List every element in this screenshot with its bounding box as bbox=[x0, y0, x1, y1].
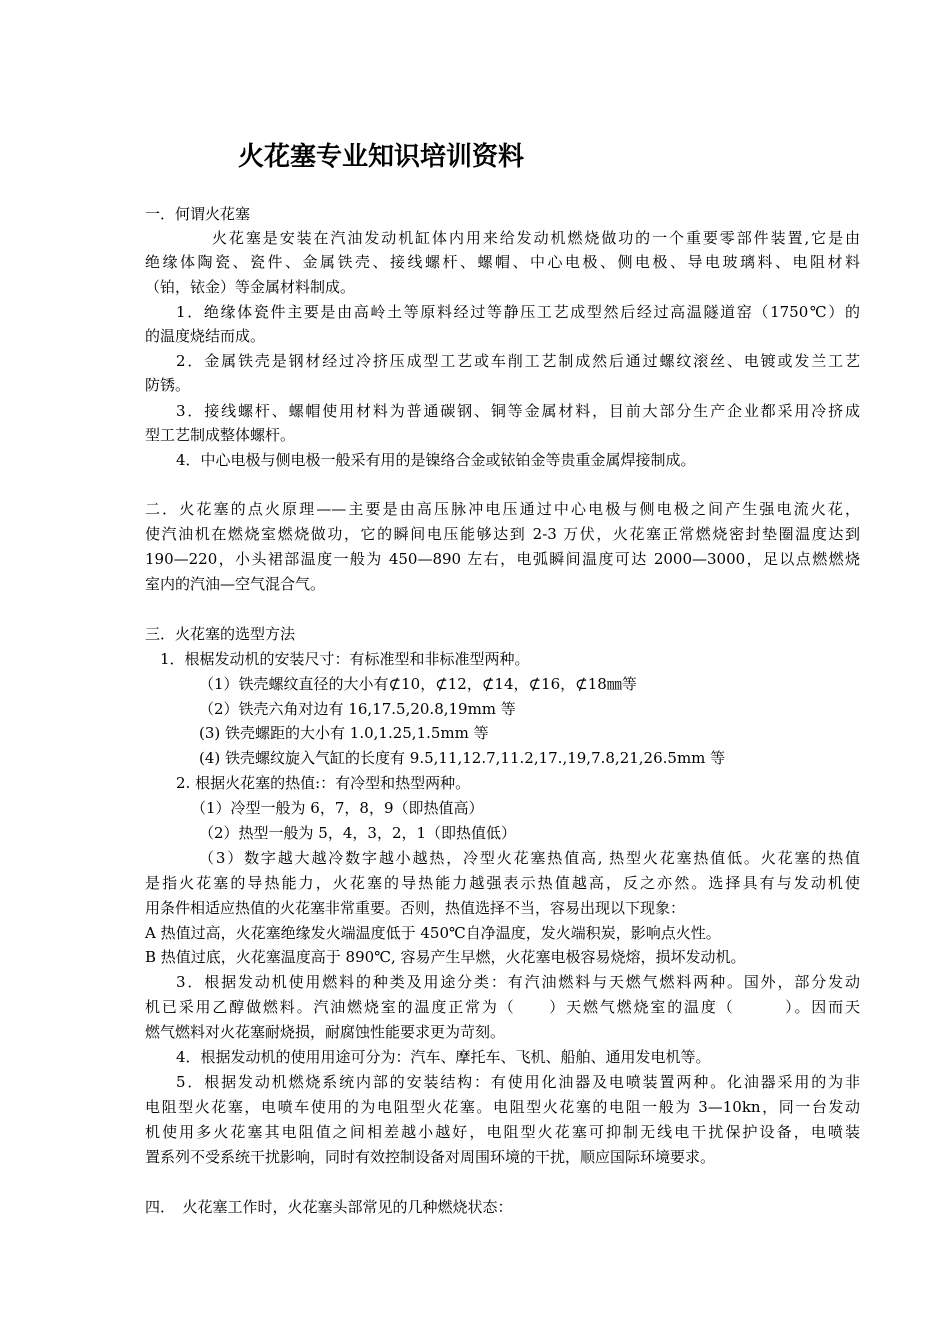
page-title: 火花塞专业知识培训资料 bbox=[238, 142, 525, 172]
paragraph-line: 燃气燃料对火花塞耐烧损，耐腐蚀性能要求更为苛刻。 bbox=[145, 1023, 506, 1041]
paragraph-line: 火花塞是安装在汽油发动机缸体内用来给发动机燃烧做功的一个重要零部件装置,它是由 bbox=[212, 229, 860, 247]
paragraph-line: 的温度烧结而成。 bbox=[145, 327, 266, 345]
paragraph-line: 绝缘体陶瓷、瓷件、金属铁壳、接线螺杆、螺帽、中心电极、侧电极、导电玻璃料、电阻材料 bbox=[145, 253, 860, 271]
paragraph-line: B 热值过底，火花塞温度高于 890℃, 容易产生早燃，火花塞电极容易烧熔，损坏发动机。 bbox=[145, 948, 746, 966]
paragraph-line: 用条件相适应热值的火花塞非常重要。否则，热值选择不当，容易出现以下现象： bbox=[145, 899, 686, 917]
paragraph-line: 是指火花塞的导热能力，火花塞的导热能力越强表示热值越高，反之亦然。选择具有与发动机使 bbox=[145, 874, 860, 892]
section-heading-4: 四． 火花塞工作时，火花塞头部常见的几种燃烧状态： bbox=[145, 1198, 513, 1216]
paragraph-line: 防锈。 bbox=[145, 376, 191, 394]
paragraph-line: 机使用多火花塞其电阻值之间相差越小越好，电阻型火花塞可抑制无线电干扰保护设备，电喷装 bbox=[145, 1123, 860, 1141]
section-heading-2: 二．火花塞的点火原理——主要是由高压脉冲电压通过中心电极与侧电极之间产生强电流火花， bbox=[145, 500, 860, 518]
paragraph-line: A 热值过高，火花塞绝缘发火端温度低于 450℃自净温度，发火端积炭，影响点火性。 bbox=[145, 924, 721, 942]
paragraph-line: 2．金属铁壳是钢材经过冷挤压成型工艺或车削工艺制成然后通过螺纹滚丝、电镀或发兰工艺 bbox=[176, 352, 860, 370]
list-item: （2）铁壳六角对边有 16,17.5,20.8,19mm 等 bbox=[199, 700, 516, 718]
paragraph-line: 使汽油机在燃烧室燃烧做功，它的瞬间电压能够达到 2-3 万伏，火花塞正常燃烧密封垫圈温度达到 bbox=[145, 525, 860, 543]
list-item: （1）铁壳螺纹直径的大小有⊄10，⊄12，⊄14，⊄16，⊄18㎜等 bbox=[199, 675, 637, 693]
paragraph-line: 1．绝缘体瓷件主要是由高岭土等原料经过等静压工艺成型然后经过高温隧道窑（1750℃）的 bbox=[176, 303, 860, 321]
section-heading-1: 一．何谓火花塞 bbox=[145, 205, 251, 223]
paragraph-line: 4．中心电极与侧电极一般采有用的是镍络合金或铱铂金等贵重金属焊接制成。 bbox=[176, 451, 696, 469]
paragraph-line: 3．根据发动机使用燃料的种类及用途分类：有汽油燃料与天燃气燃料两种。国外，部分发动 bbox=[176, 973, 860, 991]
list-item: (3) 铁壳螺距的大小有 1.0,1.25,1.5mm 等 bbox=[199, 724, 489, 742]
list-item: （1）冷型一般为 6，7，8，9（即热值高） bbox=[191, 799, 484, 817]
list-item: 1．根椐发动机的安装尺寸：有标准型和非标准型两种。 bbox=[160, 650, 530, 668]
paragraph-line: （3）数字越大越冷数字越小越热，冷型火花塞热值高, 热型火花塞热值低。火花塞的热值 bbox=[199, 849, 860, 867]
list-item: 2. 根据火花塞的热值:：有冷型和热型两种。 bbox=[176, 774, 471, 792]
paragraph-line: 电阻型火花塞，电喷车使用的为电阻型火花塞。电阻型火花塞的电阻一般为 3—10kn，同一台发动 bbox=[145, 1098, 860, 1116]
list-item: (4) 铁壳螺纹旋入气缸的长度有 9.5,11,12.7,11.2,17.,19,7.8,21,26.5mm 等 bbox=[199, 749, 726, 767]
list-item: （2）热型一般为 5，4，3，2，1（即热值低） bbox=[199, 824, 517, 842]
section-heading-3: 三．火花塞的选型方法 bbox=[145, 625, 296, 643]
paragraph-line: 室内的汽油—空气混合气。 bbox=[145, 575, 326, 593]
paragraph-line: 5．根据发动机燃烧系统内部的安装结构：有使用化油器及电喷装置两种。化油器采用的为非 bbox=[176, 1073, 860, 1091]
paragraph-line: （铂，铱金）等金属材料制成。 bbox=[145, 278, 356, 296]
paragraph-line: 机已采用乙醇做燃料。汽油燃烧室的温度正常为（ ）天燃气燃烧室的温度（ ）。因而天 bbox=[145, 998, 860, 1016]
paragraph-line: 190—220，小头裙部温度一般为 450—890 左右，电弧瞬间温度可达 2000—3000，足以点燃燃烧 bbox=[145, 550, 860, 568]
paragraph-line: 3．接线螺杆、螺帽使用材料为普通碳钢、铜等金属材料，目前大部分生产企业都采用冷挤成 bbox=[176, 402, 860, 420]
paragraph-line: 4．根据发动机的使用用途可分为：汽车、摩托车、飞机、船舶、通用发电机等。 bbox=[176, 1048, 711, 1066]
paragraph-line: 型工艺制成整体螺杆。 bbox=[145, 426, 296, 444]
paragraph-line: 置系列不受系统干扰影响，同时有效控制设备对周围环境的干扰，顺应国际环境要求。 bbox=[145, 1148, 716, 1166]
